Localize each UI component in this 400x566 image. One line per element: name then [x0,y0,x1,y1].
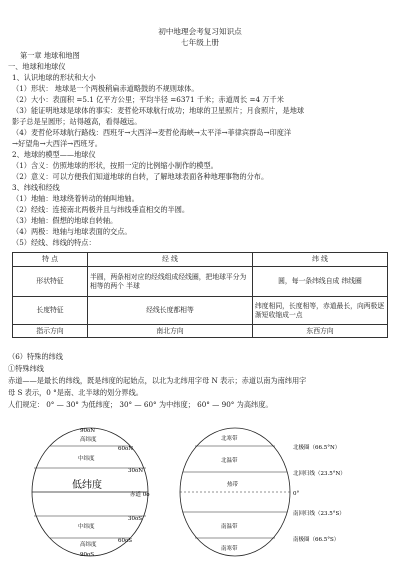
table-cell: 指示方向 [13,325,88,338]
globe-label: 30oS [128,516,143,522]
table-cell: 经线长度都相等 [88,297,253,325]
globe-label: 高纬度 [80,437,97,443]
table-cell: 南北方向 [88,325,253,338]
table-cell: 半圆，两条相对应的经线组成经线圈，把地球平分为相等的两个 半球 [88,267,253,297]
document-title: 初中地理会考复习知识点 [158,27,242,36]
zone-label: 北寒带 [221,436,238,442]
table-cell: 纬度相同，长度相等，赤道最长，向两极逐渐短收缩成一点 [253,297,388,325]
text-line: （1）含义：仿照地球的形状，按照一定的比例缩小制作的模型。 [12,161,218,170]
table-header-cell: 纬 线 [253,253,388,267]
text-line: （4）两极：地轴与地球表面的交点。 [12,227,132,236]
latitude-line-label: 南极圈（66.5°S） [293,537,340,543]
globe-label: 低纬度 [72,480,102,491]
comparison-table [12,252,388,338]
latitude-zones-globe [20,420,170,560]
text-line: （2）经线：连接南北两极并且与纬线垂直相交的半圆。 [12,205,190,214]
section-heading: 一、地球和地球仪 [8,62,66,71]
subsection-heading: （6）特殊的纬线 [8,352,63,361]
table-row [13,325,388,338]
document-subtitle: 七年级上册 [181,38,219,47]
table-header-cell: 特 点 [13,253,88,267]
subsection-heading: 2、地球的模型——地球仪 [12,150,96,159]
text-line: （1）地轴：地球绕着转动的轴叫地轴。 [12,194,139,203]
text-line: （3）地轴：假想的地球自转轴。 [12,216,118,225]
table-header-row [13,253,388,267]
latitude-line-label: 北回归线（23.5°N） [293,471,346,477]
table-cell: 圆，每一条纬线自成 纬线圈 [253,267,388,297]
text-line: →好望角→大西洋→西班牙。 [12,139,102,148]
latitude-line-label: 0° [293,491,300,497]
chapter-heading: 第一章 地球和地图 [20,51,80,60]
table-cell: 长度特征 [13,297,88,325]
globe-label: 60oS [118,538,133,544]
latitude-line-label: 南回归线（23.5°S） [293,511,345,517]
table-cell: 东西方向 [253,325,388,338]
text-line: （1）形状： 地球是一个两极稍扁赤道略鼓的不规则球体。 [12,84,199,93]
subsection-heading: 1、认识地球的形状和大小 [12,73,96,82]
globe-label: 赤道 0o [130,492,150,498]
globe-label: 60oN [118,446,134,452]
text-line: （5）经线、纬线的特点： [12,238,96,247]
table-cell: 形状特征 [13,267,88,297]
text-line: （2）大小：表面积 =5.1 亿平方公里；平均半径 =6371 千米；赤道周长 =4 万千米 [12,95,284,104]
text-line: 赤道——是最长的纬线，既是纬度的起始点，以北为北纬用字母 N 表示；赤道以南为南纬用字 [8,376,307,385]
text-line: 影子总是呈圆形；站得越高，看得越远。 [12,117,142,126]
text-line: 人们规定： 0° — 30° 为低纬度； 30° — 60° 为中纬度； 60° — 90° 为高纬度。 [8,400,273,409]
table-row [13,267,388,297]
globe-label: 高纬度 [80,542,97,548]
latitude-line-label: 北极圈（66.5°N） [293,445,341,451]
table-header-cell: 经 线 [88,253,253,267]
subsection-heading: ①特殊纬线 [8,364,44,373]
globe-label: 30oN [128,468,144,474]
globe-label: 中纬度 [78,456,95,462]
text-line: （3）能证明地球是球体的事实：麦哲伦环球航行成功；地球的卫星照片；月食照片，是地球 [12,106,305,115]
text-line: （2）意义：可以方便我们知道地球的自转，了解地球表面各种地理事物的分布。 [12,172,269,181]
globe-label: 中纬度 [78,524,95,530]
climate-zones-globe [175,420,395,560]
zone-label: 南寒带 [221,546,238,552]
table-row [13,297,388,325]
globe-label: 90oN [80,428,96,434]
globe-label: 90oS [80,552,95,558]
text-line: 母 S 表示，0 °是南、北半球的划分界线。 [8,388,143,397]
text-line: （4）麦哲伦环球航行路线：西班牙→大西洋→麦哲伦海峡→太平洋→菲律宾群岛→印度洋 [12,128,292,137]
zone-label: 热带 [227,482,239,488]
zone-label: 南温带 [221,524,238,530]
subsection-heading: 3、纬线和经线 [12,183,60,192]
zone-label: 北温带 [221,458,238,464]
